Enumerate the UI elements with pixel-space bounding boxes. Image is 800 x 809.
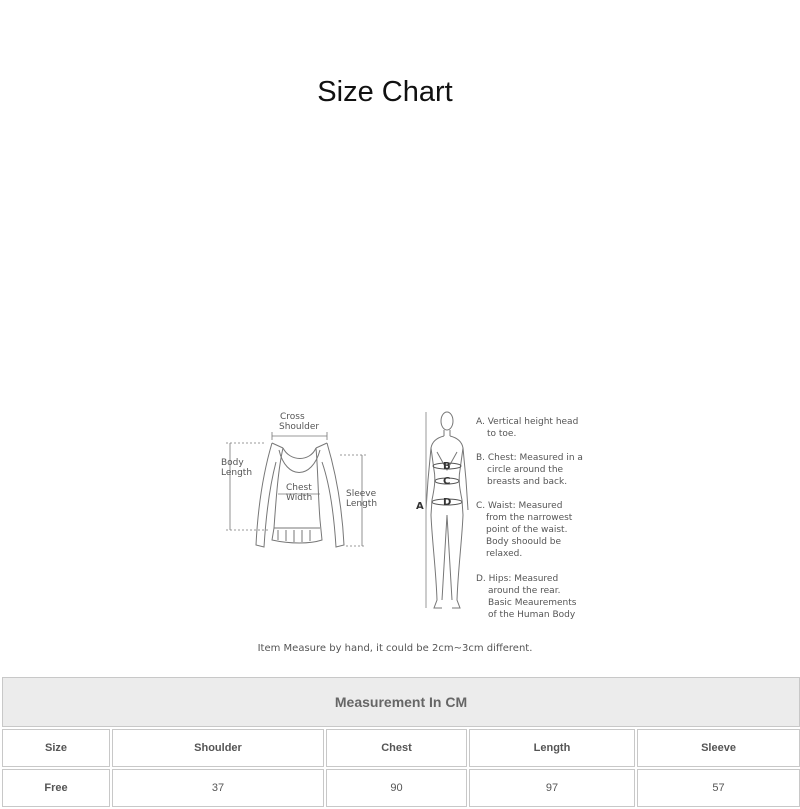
- cell-size: Free: [2, 769, 110, 807]
- header-shoulder: Shoulder: [112, 729, 324, 767]
- legend-c-line3: point of the waist.: [486, 525, 568, 535]
- legend-a-line1: A. Vertical height head: [476, 417, 579, 427]
- cell-shoulder: 37: [112, 769, 324, 807]
- marker-a: A: [416, 501, 424, 512]
- cell-length: 97: [469, 769, 635, 807]
- header-sleeve: Sleeve: [637, 729, 800, 767]
- size-table: [0, 675, 800, 809]
- sleeve-length-label-line1: Sleeve: [346, 489, 377, 499]
- legend-d-line3: Basic Meaurements: [488, 598, 577, 608]
- legend-d-line1: D. Hips: Measured: [476, 574, 559, 584]
- page-title: Size Chart: [317, 76, 453, 108]
- table-header-row: [2, 729, 800, 767]
- table-row: [2, 769, 800, 807]
- legend-a-line2: to toe.: [487, 429, 517, 439]
- chest-width-label-line2: Width: [286, 493, 313, 503]
- body-length-label-line2: Length: [221, 468, 253, 478]
- legend-b-line2: circle around the: [487, 465, 564, 475]
- body-length-label-line1: Body: [221, 458, 244, 468]
- legend-b-line1: B. Chest: Measured in a: [476, 453, 583, 463]
- legend-c-line1: C. Waist: Measured: [476, 501, 563, 511]
- marker-d: D: [443, 497, 452, 508]
- legend-b-line3: breasts and back.: [487, 477, 568, 487]
- legend-d-line4: of the Human Body: [488, 610, 576, 620]
- chest-width-label-line1: Chest: [286, 483, 312, 493]
- body-figure: [426, 412, 468, 608]
- marker-b: B: [443, 461, 451, 472]
- header-size: Size: [2, 729, 110, 767]
- measurement-legend: [476, 417, 583, 620]
- measurement-note: Item Measure by hand, it could be 2cm~3cm different.: [257, 643, 533, 654]
- legend-c-line2: from the narrowest: [486, 513, 573, 523]
- cross-shoulder-label-line1: Cross: [280, 412, 305, 422]
- legend-c-line5: relaxed.: [486, 549, 523, 559]
- legend-d-line2: around the rear.: [488, 586, 561, 596]
- table-caption: Measurement In CM: [2, 677, 800, 727]
- cell-sleeve: 57: [637, 769, 800, 807]
- cross-shoulder-label-line2: Shoulder: [279, 422, 320, 432]
- legend-c-line4: Body shoould be: [486, 537, 562, 547]
- header-chest: Chest: [326, 729, 467, 767]
- marker-c: C: [443, 476, 451, 487]
- cell-chest: 90: [326, 769, 467, 807]
- header-length: Length: [469, 729, 635, 767]
- sleeve-length-label-line2: Length: [346, 499, 378, 509]
